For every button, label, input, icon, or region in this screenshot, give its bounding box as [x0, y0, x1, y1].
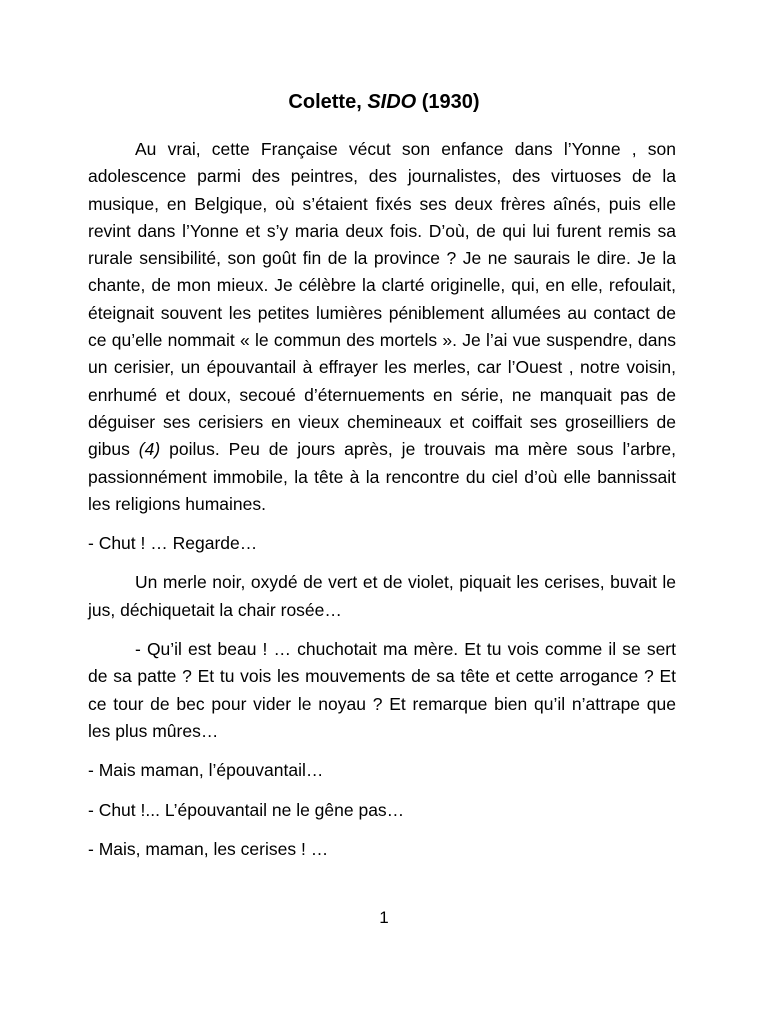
- body-text: [88, 136, 676, 875]
- paragraph-3: Un merle noir, oxydé de vert et de violet, piquait les cerises, buvait le jus, déchiquetait la chair rosée…: [88, 572, 676, 620]
- title-year: (1930): [416, 91, 480, 113]
- paragraph-5: - Mais maman, l’épouvantail…: [88, 760, 324, 781]
- paragraph-7: - Mais, maman, les cerises ! …: [88, 838, 329, 859]
- paragraph-2: - Chut ! … Regarde…: [88, 533, 258, 554]
- page-number: 1: [379, 908, 389, 927]
- title-work: SIDO: [367, 91, 417, 113]
- paragraph-6: - Chut !... L’épouvantail ne le gêne pas…: [88, 799, 405, 820]
- title-author: Colette,: [288, 91, 368, 113]
- paragraph-1-text-before: Au vrai, cette Française vécut son enfance dans l’Yonne , son adolescence parmi des peintres, des journalistes, des virtuoses de la musique, en Belgique, où s’étaient fixés ses deux frères aînés, puis elle revint dans l’Yonne et s’y maria deux fois. D’où, de qui lui furent remis sa rurale sensibilité, son goût fin de la province ? Je ne saurais le dire. Je la chante, de mon mieux. Je célèbre la clarté originelle, qui, en elle, refoulait, éteignait souvent les petites lumières péniblement allumées au contact de ce qu’elle nommait « le commun des mortels ». Je l’ai vue suspendre, dans un cerisier, un épouvantail à effrayer les merles, car l’Ouest , notre voisin, enrhumé et doux, secoué d’éternuements en série, ne manquait pas de déguiser ses cerisiers en vieux chemineaux et coiffait ses groseilliers de gibus: [88, 139, 676, 460]
- page-title: [0, 90, 768, 114]
- note-reference: (4): [138, 439, 161, 460]
- paragraph-1-text-after: poilus. Peu de jours après, je trouvais ma mère sous l’arbre, passionnément immobile, la tête à la rencontre du ciel d’où elle bannissait les religions humaines.: [88, 439, 676, 514]
- paragraph-4: - Qu’il est beau ! … chuchotait ma mère. Et tu vois comme il se sert de sa patte ? Et tu vois les mouvements de sa tête et cette arrogance ? Et ce tour de bec pour vider le noyau ? Et remarque bien qu’il n’attrape que les plus mûres…: [88, 639, 676, 741]
- paragraph-1: [88, 136, 676, 518]
